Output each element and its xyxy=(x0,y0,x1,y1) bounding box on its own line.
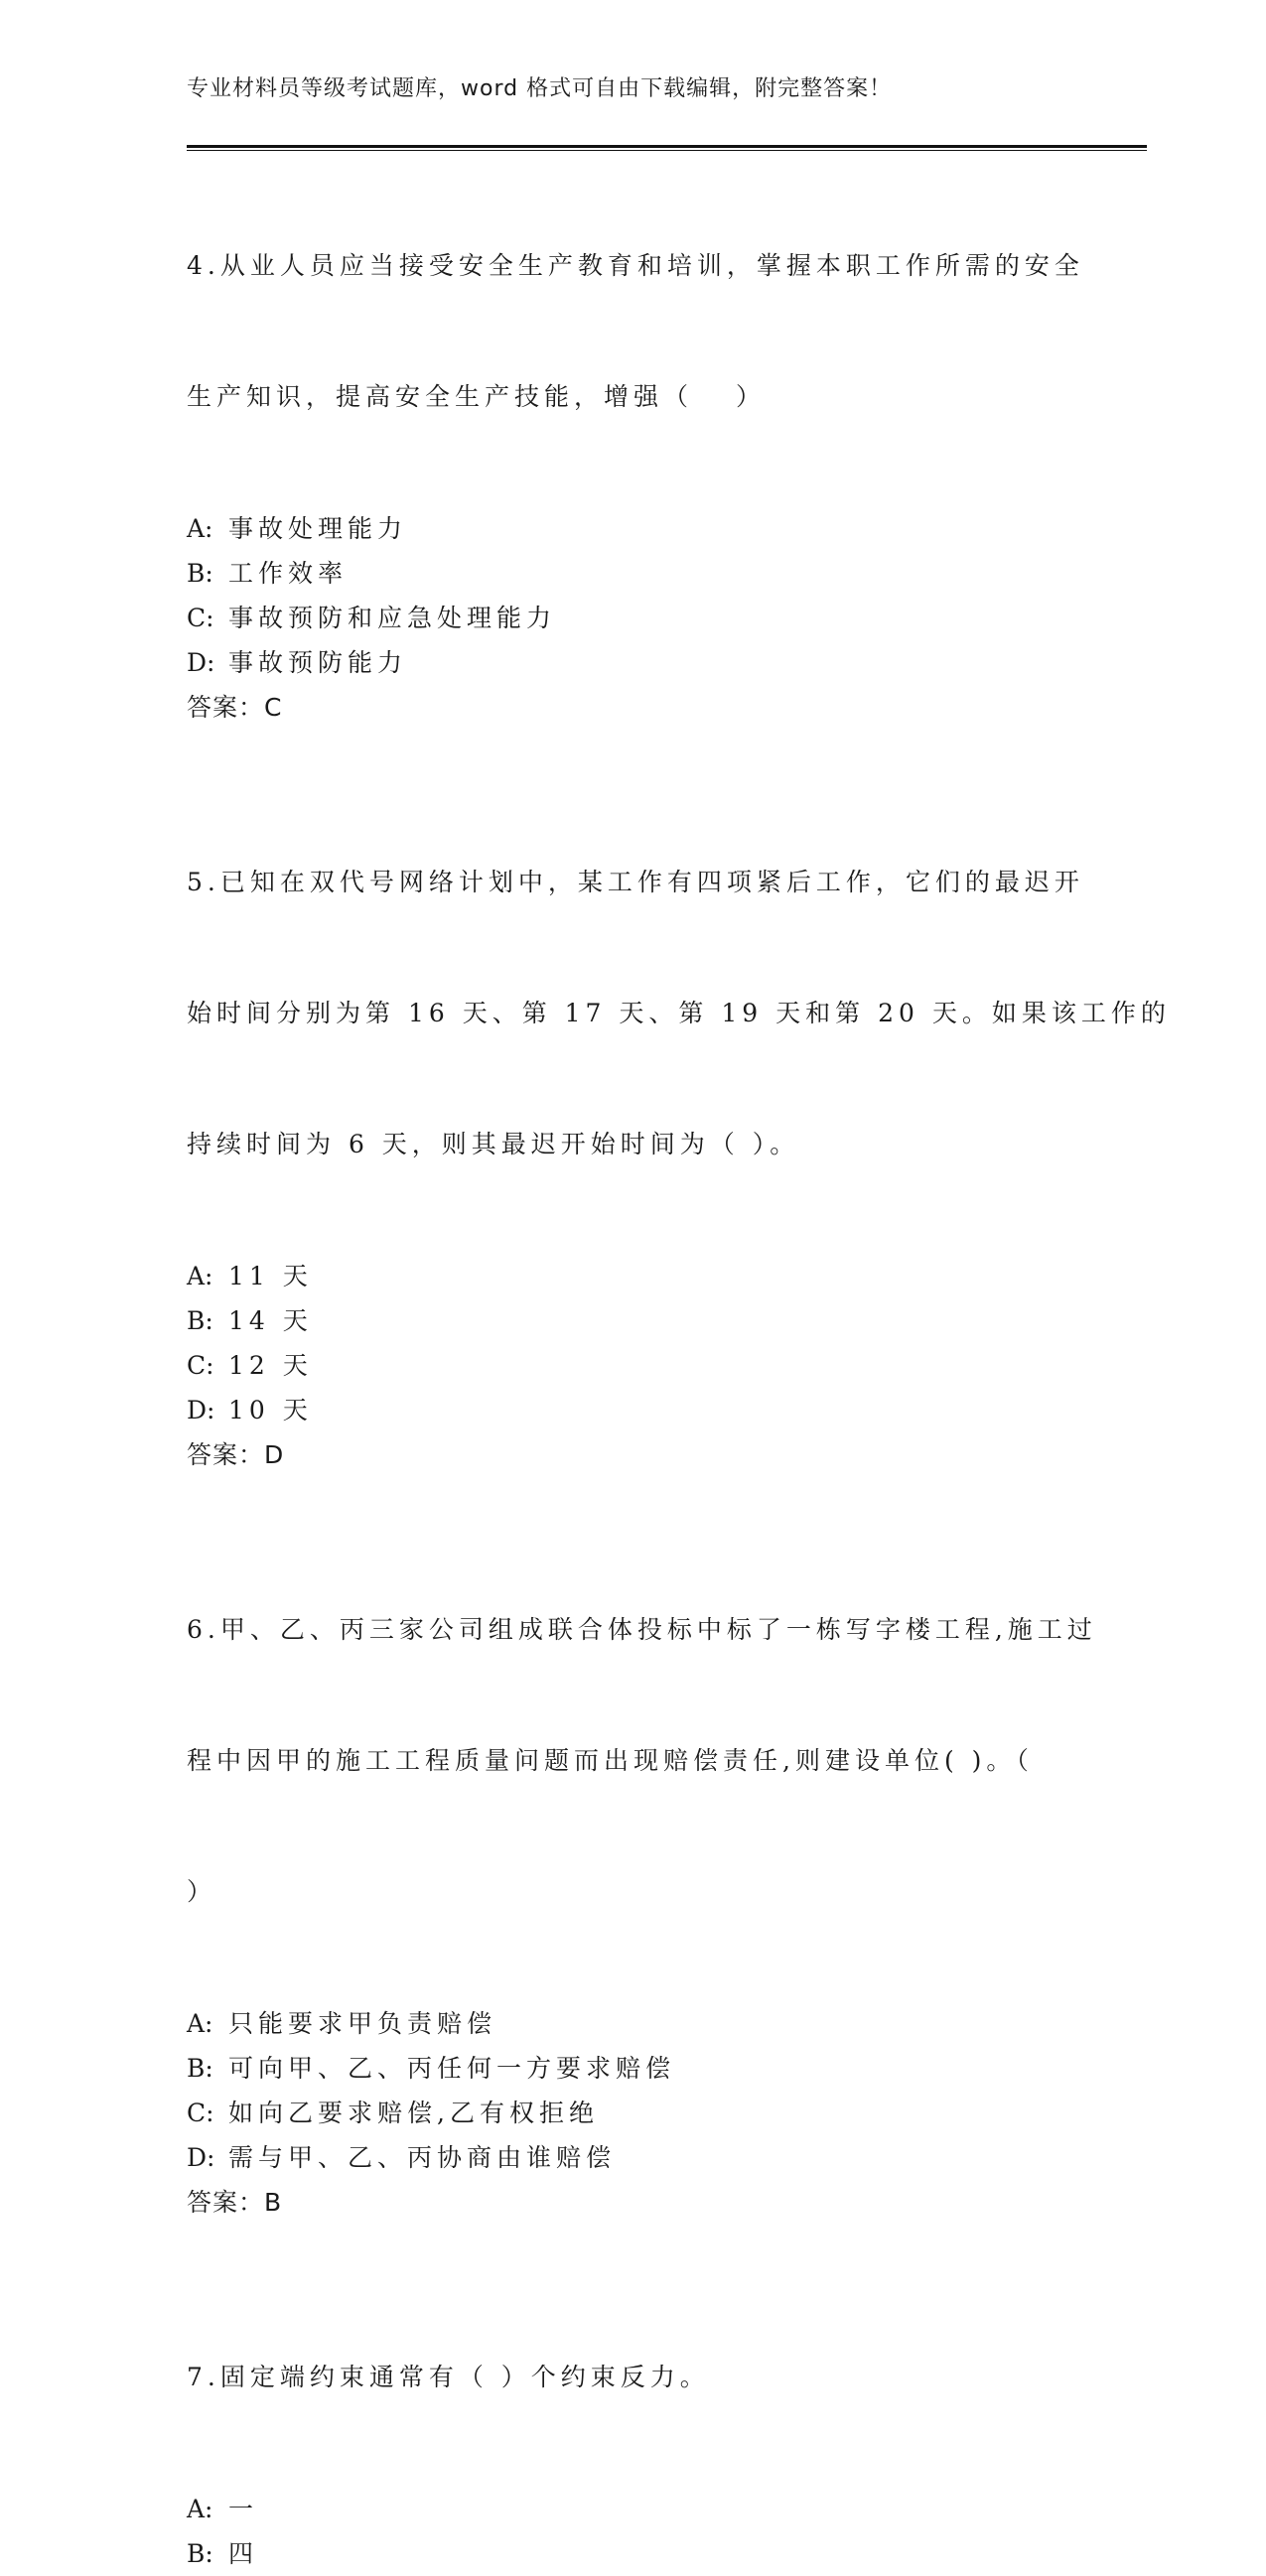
option-letter: B: xyxy=(187,1306,213,1335)
question-stem xyxy=(187,2268,1080,2487)
header-rule-thin xyxy=(187,150,1147,151)
option-c xyxy=(187,596,1080,640)
option-c xyxy=(187,2091,1080,2135)
option-letter: A: xyxy=(187,514,213,543)
option-text: 12 天 xyxy=(228,1351,313,1380)
option-letter: D: xyxy=(187,2143,215,2172)
question-stem-line: 5.已知在双代号网络计划中，某工作有四项紧后工作，它们的最迟开 xyxy=(187,868,1084,896)
question-spacer xyxy=(187,730,1080,773)
option-text: 只能要求甲负责赔偿 xyxy=(228,2009,497,2038)
question-4 xyxy=(187,157,1084,730)
option-letter: A: xyxy=(187,2495,213,2523)
answer-line: 答案：D xyxy=(187,1440,285,1469)
option-b xyxy=(187,551,1080,596)
option-letter: D: xyxy=(187,648,215,677)
question-5 xyxy=(187,773,1171,1477)
option-letter: C: xyxy=(187,604,214,632)
question-stem xyxy=(187,157,1084,506)
option-text: 四 xyxy=(228,2539,259,2568)
question-6 xyxy=(187,1521,1097,2225)
question-stem xyxy=(187,773,1171,1254)
option-text: 11 天 xyxy=(228,1262,313,1290)
option-list xyxy=(187,506,1080,685)
option-text: 事故预防和应急处理能力 xyxy=(228,604,557,632)
option-a xyxy=(187,2487,1080,2531)
question-stem-line: 生产知识，提高安全生产技能，增强（ ） xyxy=(187,382,766,411)
option-c xyxy=(187,1343,1080,1388)
question-stem xyxy=(187,1521,1097,2001)
question-list xyxy=(187,157,1171,2576)
option-list xyxy=(187,2001,1080,2180)
option-letter: A: xyxy=(187,2009,213,2038)
option-a xyxy=(187,506,1080,551)
option-text: 事故预防能力 xyxy=(228,648,408,677)
answer-line: 答案：B xyxy=(187,2188,283,2217)
option-text: 10 天 xyxy=(228,1396,313,1424)
option-letter: D: xyxy=(187,1396,215,1424)
option-b xyxy=(187,2046,1080,2091)
question-spacer xyxy=(187,2225,1080,2268)
option-a xyxy=(187,2001,1080,2046)
option-d xyxy=(187,640,1080,685)
question-7 xyxy=(187,2268,1080,2576)
question-stem-line: 4.从业人员应当接受安全生产教育和培训，掌握本职工作所需的安全 xyxy=(187,251,1084,280)
question-spacer xyxy=(187,1477,1080,1521)
option-text: 工作效率 xyxy=(228,559,349,588)
header-rule-thick xyxy=(187,145,1147,148)
option-d xyxy=(187,1388,1080,1432)
option-b xyxy=(187,1298,1080,1343)
option-letter: C: xyxy=(187,1351,214,1380)
option-list xyxy=(187,2487,1080,2576)
option-text: 14 天 xyxy=(228,1306,313,1335)
question-stem-line: 7.固定端约束通常有（ ）个约束反力。 xyxy=(187,2363,710,2391)
option-letter: B: xyxy=(187,2054,213,2083)
option-text: 需与甲、乙、丙协商由谁赔偿 xyxy=(228,2143,617,2172)
option-letter: B: xyxy=(187,2539,213,2568)
question-stem-line: ） xyxy=(187,1877,217,1906)
option-text: 可向甲、乙、丙任何一方要求赔偿 xyxy=(228,2054,676,2083)
option-list xyxy=(187,1254,1080,1432)
option-d xyxy=(187,2135,1080,2180)
option-text: 一 xyxy=(228,2495,259,2523)
question-stem-line: 持续时间为 6 天，则其最迟开始时间为（ ）。 xyxy=(187,1130,800,1158)
question-stem-line: 6.甲、乙、丙三家公司组成联合体投标中标了一栋写字楼工程,施工过 xyxy=(187,1615,1097,1644)
option-a xyxy=(187,1254,1080,1298)
answer-line: 答案：C xyxy=(187,693,283,722)
option-letter: B: xyxy=(187,559,213,588)
question-stem-line: 程中因甲的施工工程质量问题而出现赔偿责任,则建设单位( )。（ xyxy=(187,1746,1034,1775)
option-letter: C: xyxy=(187,2099,214,2127)
option-text: 如向乙要求赔偿,乙有权拒绝 xyxy=(228,2099,599,2127)
option-letter: A: xyxy=(187,1262,213,1290)
question-stem-line: 始时间分别为第 16 天、第 17 天、第 19 天和第 20 天。如果该工作的 xyxy=(187,999,1171,1027)
option-text: 事故处理能力 xyxy=(228,514,408,543)
option-b xyxy=(187,2531,1080,2576)
header-note: 专业材料员等级考试题库，word 格式可自由下载编辑，附完整答案！ xyxy=(187,76,893,101)
